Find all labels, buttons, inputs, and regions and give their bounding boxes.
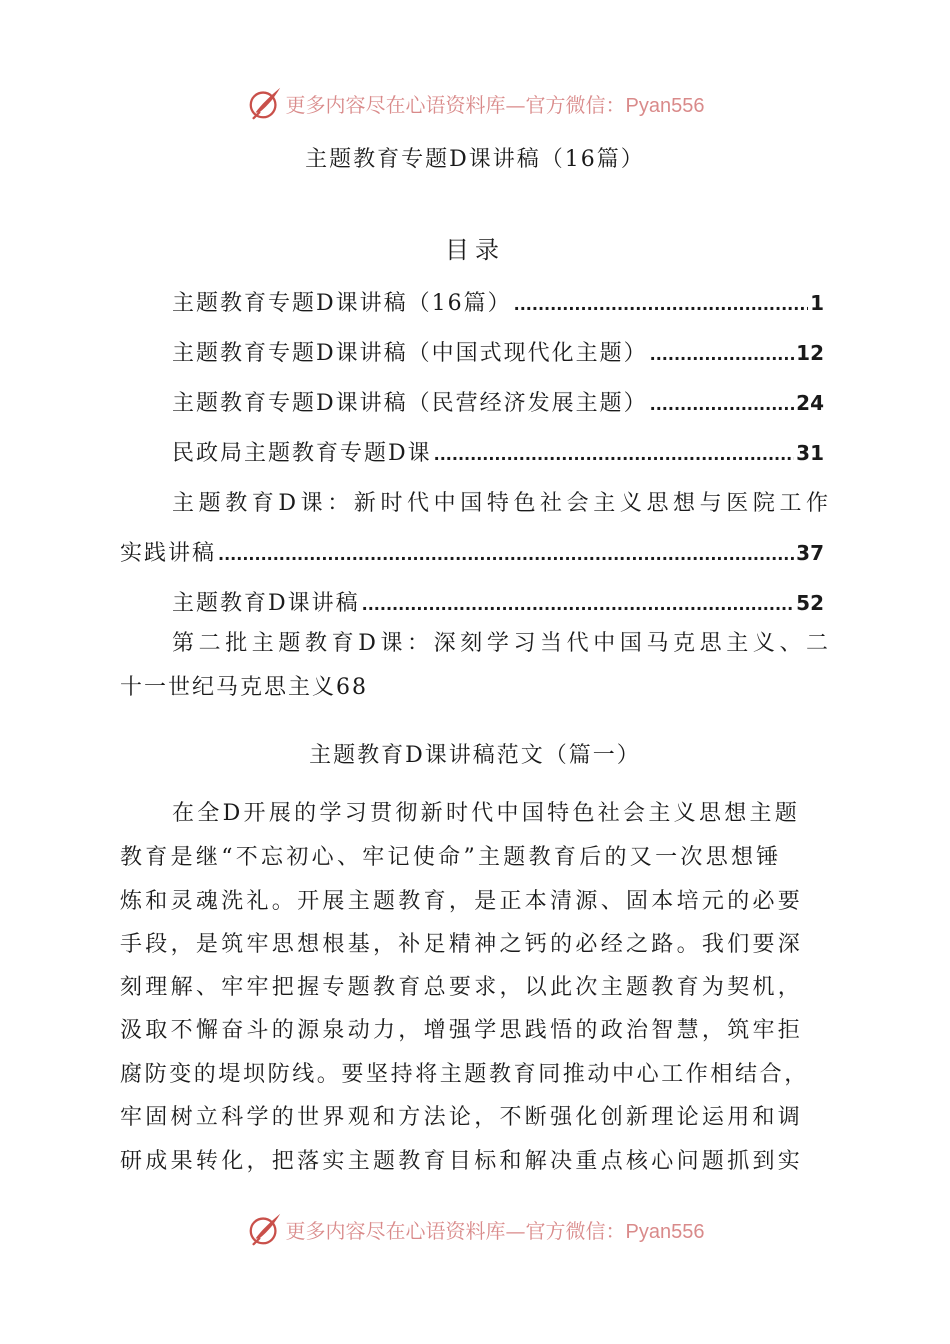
paragraph-line: 研成果转化，把落实主题教育目标和解决重点核心问题抓到实 [120,1149,804,1174]
paragraph-line: 炼和灵魂洗礼。开展主题教育，是正本清源、固本培元的必要 [120,889,804,914]
paragraph-line: 在全D开展的学习贯彻新时代中国特色社会主义思想主题 [172,801,801,826]
toc-leader-dots [514,295,808,314]
toc-leader-dots [218,545,794,564]
toc-entry[interactable] [172,586,824,617]
footer-watermark [0,1209,950,1249]
paragraph-line: 腐防变的堤坝防线。要坚持将主题教育同推动中心工作相结合， [120,1062,809,1087]
toc-entry-page: 12 [796,341,824,365]
toc-entry-label: 主题教育专题D课讲稿（民营经济发展主题） [172,391,648,416]
toc-leader-dots [434,445,795,464]
toc-entry-label-line2[interactable]: 十一世纪马克思主义68 [120,675,368,700]
toc-entry[interactable] [172,286,824,317]
toc-leader-dots [650,395,795,414]
toc-entry-label-line1[interactable]: 第二批主题教育D课：深刻学习当代中国马克思主义、二 [172,631,833,656]
section-title: 主题教育D课讲稿范文（篇一） [309,743,641,768]
toc-entry-page: 1 [810,291,824,315]
toc-entry-label: 主题教育D课讲稿 [172,591,360,616]
toc-entry-page: 52 [796,591,824,615]
paragraph-line: 教育是继“不忘初心、牢记使命”主题教育后的又一次思想锤 [120,845,782,870]
paragraph-line: 牢固树立科学的世界观和方法论，不断强化创新理论运用和调 [120,1105,804,1130]
toc-entry-label-line2: 实践讲稿 [120,541,217,566]
paragraph-line: 汲取不懈奋斗的源泉动力，增强学思践悟的政治智慧，筑牢拒 [120,1018,804,1043]
watermark-text: 更多内容尽在心语资料库—官方微信：Pyan556 [285,1218,705,1243]
toc-entry-label: 民政局主题教育专题D课 [172,441,432,466]
toc-entry-page: 31 [796,441,824,465]
paragraph-line: 刻理解、牢牢把握专题教育总要求，以此次主题教育为契机， [120,975,804,1000]
toc-entry-label-line1[interactable]: 主题教育D课：新时代中国特色社会主义思想与医院工作 [172,491,833,516]
toc-entry[interactable] [172,386,824,417]
quill-logo-icon [246,1210,284,1248]
toc-entry[interactable] [172,336,824,367]
header-watermark [0,83,950,123]
quill-logo-icon [246,84,284,122]
toc-entry-label: 主题教育专题D课讲稿（16篇） [172,291,512,316]
toc-entry-page: 37 [796,541,824,565]
paragraph-line: 手段，是筑牢思想根基，补足精神之钙的必经之路。我们要深 [120,932,804,957]
toc-heading: 目录 [445,236,505,264]
toc-entry-label: 主题教育专题D课讲稿（中国式现代化主题） [172,341,648,366]
watermark-text: 更多内容尽在心语资料库—官方微信：Pyan556 [285,92,705,117]
toc-leader-dots [362,595,795,614]
toc-leader-dots [650,345,795,364]
toc-entry[interactable] [120,536,824,567]
document-title: 主题教育专题D课讲稿（16篇） [305,147,645,172]
toc-entry[interactable] [172,436,824,467]
toc-entry-page: 24 [796,391,824,415]
